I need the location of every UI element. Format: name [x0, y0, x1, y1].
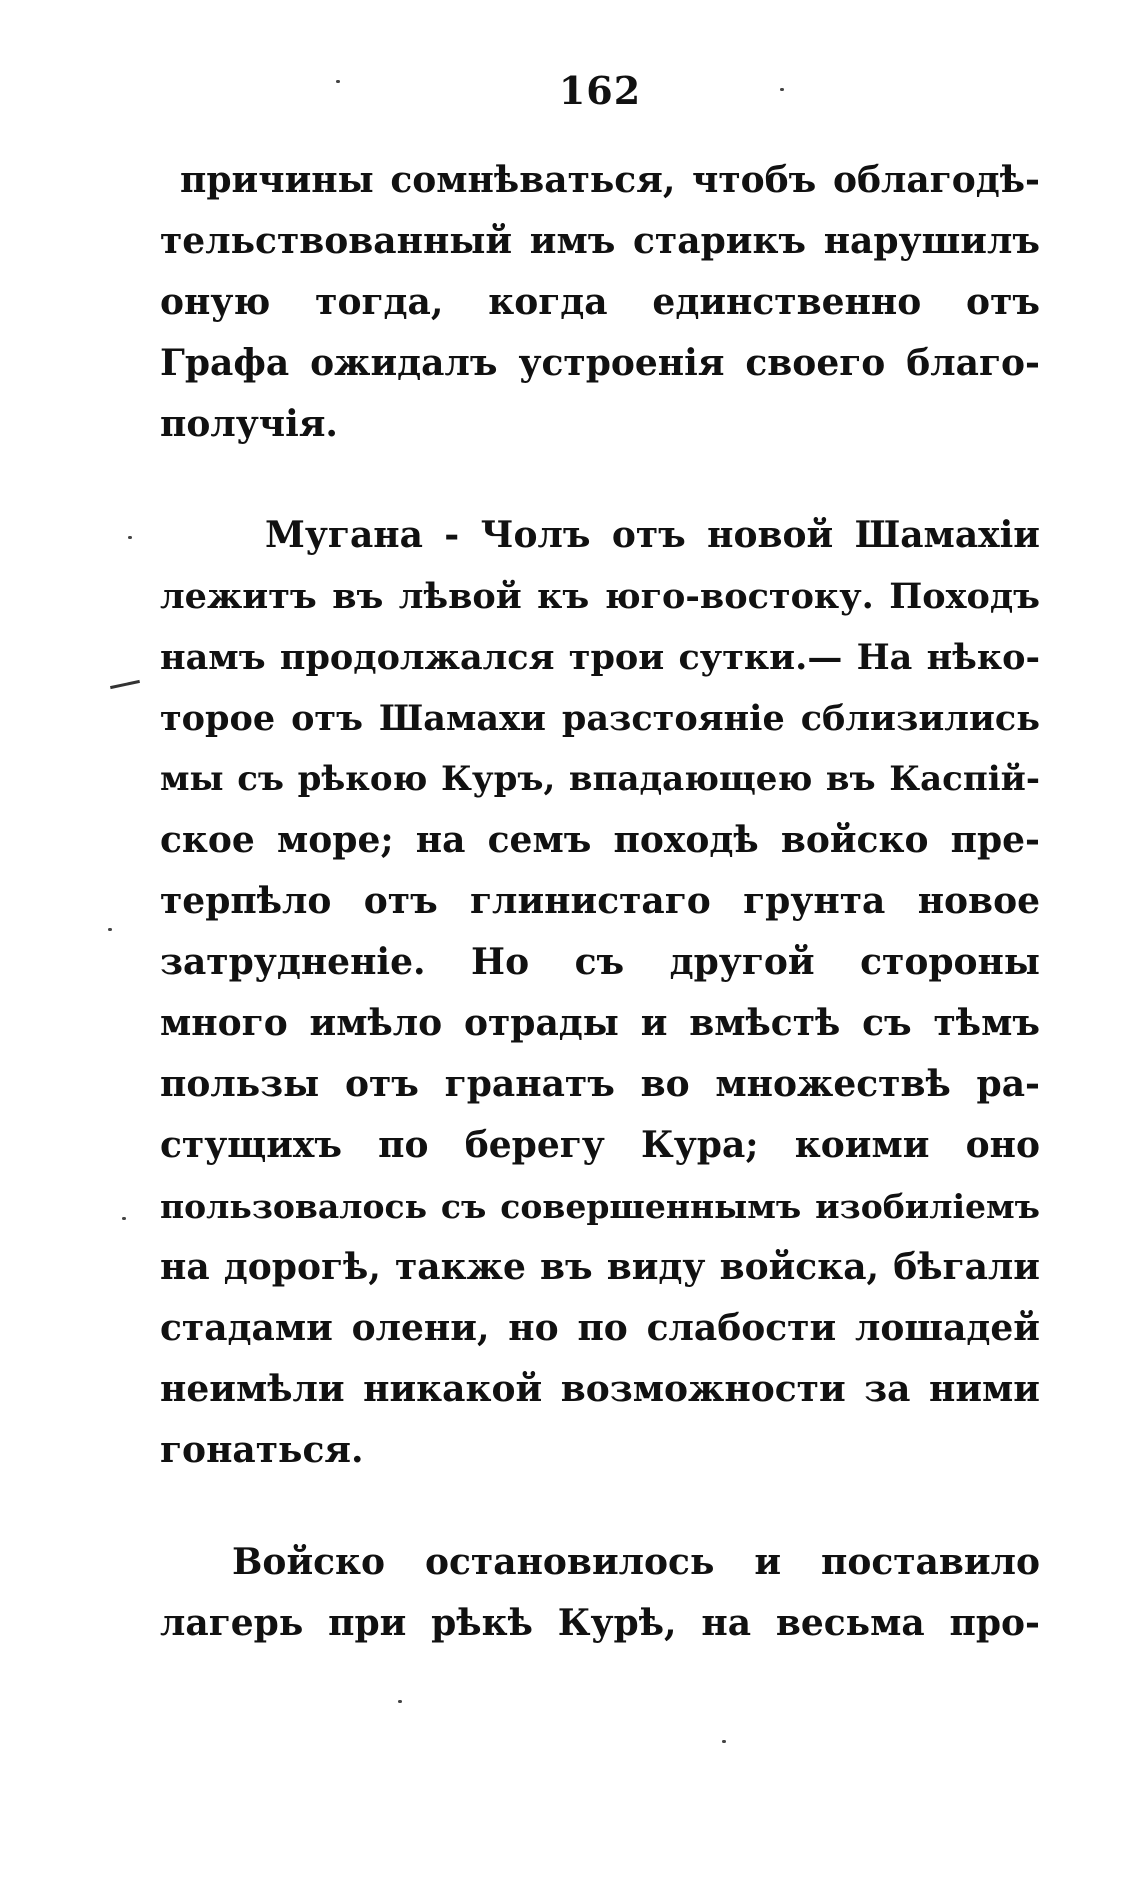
speck	[122, 1217, 126, 1220]
text-line: пользы отъ гранатъ во множествѣ ра-	[160, 1063, 1040, 1105]
text-line: неимѣли никакой возможности за ними	[160, 1368, 1040, 1410]
paragraph-1	[160, 150, 1040, 455]
text-line: лежитъ въ лѣвой къ юго-востоку. Походъ	[160, 576, 1040, 617]
text-line: затрудненіе. Но съ другой стороны	[160, 941, 1040, 983]
text-line: оную тогда, когда единственно отъ	[160, 281, 1040, 323]
text-line: получія.	[160, 403, 338, 445]
text-line: торое отъ Шамахи разстояніе сблизились	[160, 698, 1040, 739]
speck	[722, 1740, 726, 1743]
text-line: гонаться.	[160, 1429, 364, 1471]
paragraph-3	[160, 1532, 1040, 1654]
paragraph-2	[160, 505, 1040, 1481]
page-number: 162	[558, 68, 642, 113]
text-line: лагерь при рѣкѣ Курѣ, на весьма про-	[160, 1602, 1040, 1644]
text-line: мы съ рѣкою Куръ, впадающею въ Каспій-	[160, 759, 1040, 799]
speck	[128, 536, 132, 539]
text-line: стадами олени, но по слабости лошадей	[160, 1307, 1040, 1349]
margin-mark	[110, 680, 140, 689]
speck	[336, 80, 340, 83]
text-line: намъ продолжался трои сутки.— На нѣко-	[160, 637, 1040, 678]
text-line: Графа ожидалъ устроенія своего благо-	[160, 342, 1040, 384]
text-line: Войско остановилось и поставило	[232, 1541, 1040, 1583]
text-line: ское море; на семъ походѣ войско пре-	[160, 819, 1040, 861]
text-line: терпѣло отъ глинистаго грунта новое	[160, 880, 1040, 922]
speck	[398, 1700, 402, 1703]
text-line: на дорогѣ, также въ виду войска, бѣгали	[160, 1246, 1040, 1288]
text-line: Мугана - Чолъ отъ новой Шамахіи	[265, 514, 1040, 556]
text-line: стущихъ по берегу Кура; коими оно	[160, 1124, 1040, 1166]
text-line: тельствованный имъ старикъ нарушилъ	[160, 220, 1040, 262]
text-line: причины сомнѣваться, чтобъ облагодѣ-	[180, 159, 1040, 201]
speck	[780, 88, 784, 91]
text-line: пользовалось съ совершеннымъ изобиліемъ	[160, 1187, 1040, 1226]
text-line: много имѣло отрады и вмѣстѣ съ тѣмъ	[160, 1002, 1040, 1044]
speck	[108, 928, 112, 931]
